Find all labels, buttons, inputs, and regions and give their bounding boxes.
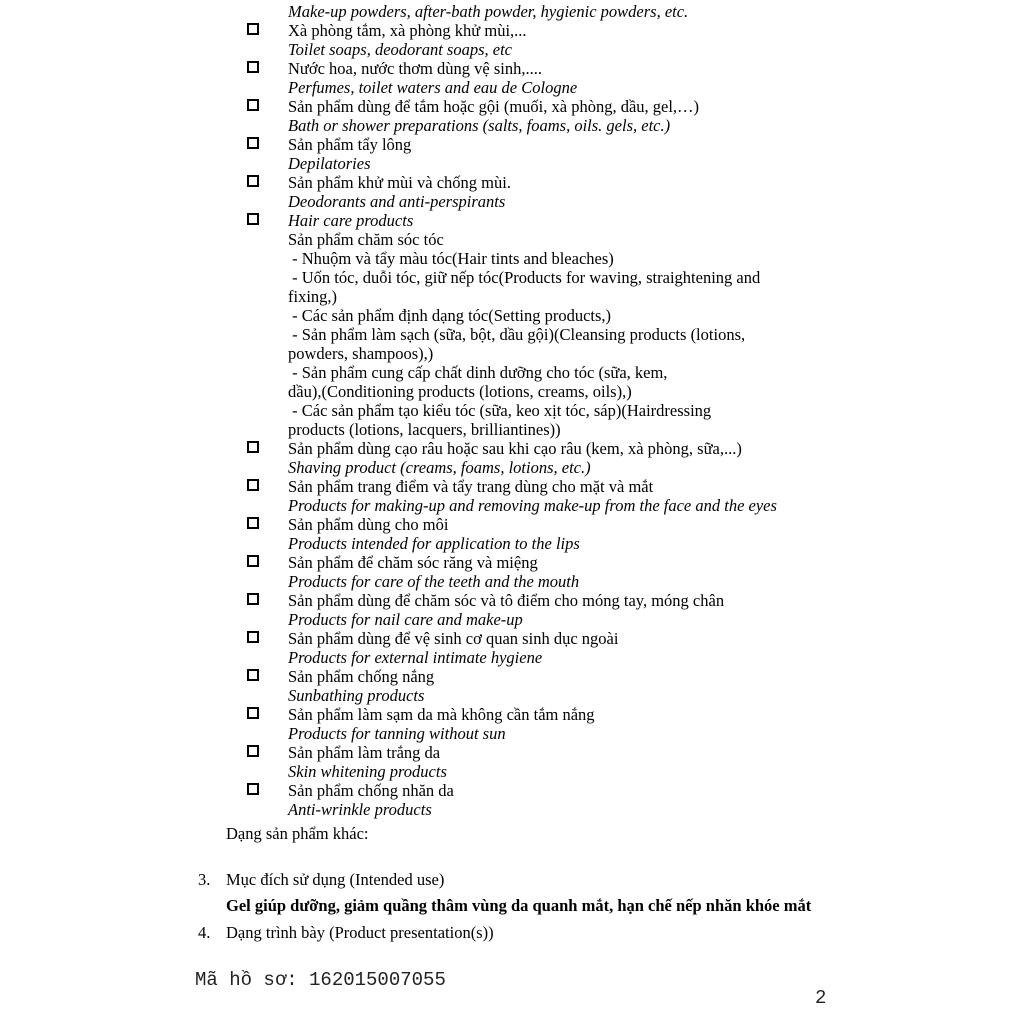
- checklist-line-text: Sản phẩm dùng để tắm hoặc gội (muối, xà phòng, dầu, gel,…): [288, 97, 700, 116]
- checklist-line-text: dầu),(Conditioning products (lotions, creams, oils),): [288, 382, 632, 401]
- checklist-line-text: Products for external intimate hygiene: [288, 648, 543, 667]
- item-3-number: 3.: [198, 870, 211, 889]
- checklist-line-text: - Uốn tóc, duỗi tóc, giữ nếp tóc(Products for waving, straightening and: [288, 268, 761, 287]
- checklist-row: [0, 572, 1024, 591]
- checklist-row: [0, 553, 1024, 572]
- item-4-number: 4.: [198, 923, 211, 942]
- checklist-row: [0, 249, 1024, 268]
- checklist-row: [0, 135, 1024, 154]
- checklist-line-text: - Sản phẩm cung cấp chất dinh dưỡng cho tóc (sữa, kem,: [288, 363, 668, 382]
- checklist-line-text: Sản phẩm dùng để vệ sinh cơ quan sinh dục ngoài: [288, 629, 619, 648]
- checkbox[interactable]: [247, 745, 259, 757]
- checkbox[interactable]: [247, 137, 259, 149]
- checkbox[interactable]: [247, 441, 259, 453]
- checklist-row: [0, 534, 1024, 553]
- checklist-row: [0, 78, 1024, 97]
- checklist-row: [0, 800, 1024, 819]
- checkbox[interactable]: [247, 517, 259, 529]
- checkbox[interactable]: [247, 61, 259, 73]
- checklist-line-text: Perfumes, toilet waters and eau de Cologne: [288, 78, 578, 97]
- checklist-line-text: Deodorants and anti-perspirants: [288, 192, 506, 211]
- checklist-row: [0, 230, 1024, 249]
- checklist-line-text: - Sản phẩm làm sạch (sữa, bột, dầu gội)(Cleansing products (lotions,: [288, 325, 746, 344]
- checklist-row: [0, 629, 1024, 648]
- checklist-row: [0, 97, 1024, 116]
- checklist-line-text: Sản phẩm làm trắng da: [288, 743, 441, 762]
- checklist-line-text: Shaving product (creams, foams, lotions, etc.): [288, 458, 591, 477]
- checklist-line-text: Sản phẩm dùng cho môi: [288, 515, 449, 534]
- checklist-row: [0, 724, 1024, 743]
- checklist-row: [0, 781, 1024, 800]
- checklist-line-text: Toilet soaps, deodorant soaps, etc: [288, 40, 512, 59]
- checklist-row: [0, 306, 1024, 325]
- checkbox[interactable]: [247, 593, 259, 605]
- checkbox[interactable]: [247, 707, 259, 719]
- checklist-line-text: Sản phẩm tẩy lông: [288, 135, 412, 154]
- checklist-line-text: Xà phòng tắm, xà phòng khử mùi,...: [288, 21, 527, 40]
- checklist-row: [0, 591, 1024, 610]
- checklist-line-text: Products for care of the teeth and the mouth: [288, 572, 580, 591]
- checklist-row: [0, 325, 1024, 344]
- checklist-row: [0, 762, 1024, 781]
- checklist-row: [0, 477, 1024, 496]
- checklist-row: [0, 59, 1024, 78]
- checkbox[interactable]: [247, 631, 259, 643]
- checklist-line-text: Sản phẩm dùng cạo râu hoặc sau khi cạo râu (kem, xà phòng, sữa,...): [288, 439, 742, 458]
- checklist-line-text: - Nhuộm và tẩy màu tóc(Hair tints and bleaches): [288, 249, 614, 268]
- checklist-line-text: Sản phẩm chống nắng: [288, 667, 435, 686]
- checklist-row: [0, 211, 1024, 230]
- product-presentation-label: Dạng trình bày (Product presentation(s)): [226, 923, 494, 942]
- checklist-row: [0, 40, 1024, 59]
- checkbox[interactable]: [247, 175, 259, 187]
- checklist-row: [0, 344, 1024, 363]
- checklist-row: [0, 420, 1024, 439]
- checklist-row: [0, 21, 1024, 40]
- checklist-line-text: Sản phẩm khử mùi và chống mùi.: [288, 173, 511, 192]
- intended-use-value: Gel giúp dưỡng, giảm quầng thâm vùng da quanh mắt, hạn chế nếp nhăn khóe mắt: [226, 896, 812, 915]
- checklist-line-text: products (lotions, lacquers, brilliantines)): [288, 420, 561, 439]
- checklist-row: [0, 173, 1024, 192]
- checklist-line-text: Products for nail care and make-up: [288, 610, 523, 629]
- checklist-line-text: Nước hoa, nước thơm dùng vệ sinh,....: [288, 59, 542, 78]
- checklist-row: [0, 610, 1024, 629]
- product-type-checklist: [0, 2, 1024, 819]
- checklist-line-text: Sản phẩm dùng để chăm sóc và tô điểm cho móng tay, móng chân: [288, 591, 725, 610]
- checklist-row: [0, 667, 1024, 686]
- checkbox[interactable]: [247, 783, 259, 795]
- intended-use-label: Mục đích sử dụng (Intended use): [226, 870, 445, 889]
- checklist-row: [0, 382, 1024, 401]
- checklist-row: [0, 515, 1024, 534]
- checkbox[interactable]: [247, 99, 259, 111]
- checklist-row: [0, 363, 1024, 382]
- checklist-line-text: Sản phẩm làm sạm da mà không cần tắm nắng: [288, 705, 595, 724]
- checklist-line-text: Sản phẩm trang điểm và tẩy trang dùng cho mặt và mắt: [288, 477, 654, 496]
- checklist-line-text: Bath or shower preparations (salts, foams, oils. gels, etc.): [288, 116, 671, 135]
- checklist-line-text: Anti-wrinkle products: [288, 800, 432, 819]
- page-number: 2: [815, 987, 827, 1009]
- checklist-line-text: powders, shampoos),): [288, 344, 434, 363]
- checklist-line-text: Depilatories: [288, 154, 371, 173]
- checklist-row: [0, 192, 1024, 211]
- checkbox[interactable]: [247, 669, 259, 681]
- checklist-row: [0, 496, 1024, 515]
- checklist-row: [0, 268, 1024, 287]
- dossier-code: Mã hồ sơ: 162015007055: [195, 969, 446, 991]
- checklist-row: [0, 2, 1024, 21]
- checklist-row: [0, 116, 1024, 135]
- checkbox[interactable]: [247, 555, 259, 567]
- checklist-row: [0, 458, 1024, 477]
- checklist-row: [0, 648, 1024, 667]
- checklist-line-text: - Các sản phẩm tạo kiểu tóc (sữa, keo xịt tóc, sáp)(Hairdressing: [288, 401, 712, 420]
- checklist-row: [0, 287, 1024, 306]
- checklist-row: [0, 401, 1024, 420]
- checklist-row: [0, 439, 1024, 458]
- checkbox[interactable]: [247, 23, 259, 35]
- checklist-row: [0, 686, 1024, 705]
- checklist-line-text: Sản phẩm chăm sóc tóc: [288, 230, 444, 249]
- checklist-line-text: Sản phẩm chống nhăn da: [288, 781, 454, 800]
- checklist-row: [0, 154, 1024, 173]
- checklist-line-text: Make-up powders, after-bath powder, hygienic powders, etc.: [288, 2, 689, 21]
- other-product-form-label: Dạng sản phẩm khác:: [226, 824, 369, 843]
- checklist-line-text: fixing,): [288, 287, 338, 306]
- checklist-line-text: - Các sản phẩm định dạng tóc(Setting products,): [288, 306, 612, 325]
- checklist-line-text: Hair care products: [288, 211, 414, 230]
- checklist-line-text: Products for tanning without sun: [288, 724, 506, 743]
- checkbox[interactable]: [247, 479, 259, 491]
- checklist-line-text: Products intended for application to the lips: [288, 534, 580, 553]
- checklist-row: [0, 743, 1024, 762]
- checklist-line-text: Products for making-up and removing make-up from the face and the eyes: [288, 496, 777, 515]
- checklist-line-text: Sunbathing products: [288, 686, 425, 705]
- checklist-line-text: Sản phẩm để chăm sóc răng và miệng: [288, 553, 538, 572]
- checkbox[interactable]: [247, 213, 259, 225]
- checklist-row: [0, 705, 1024, 724]
- checklist-line-text: Skin whitening products: [288, 762, 447, 781]
